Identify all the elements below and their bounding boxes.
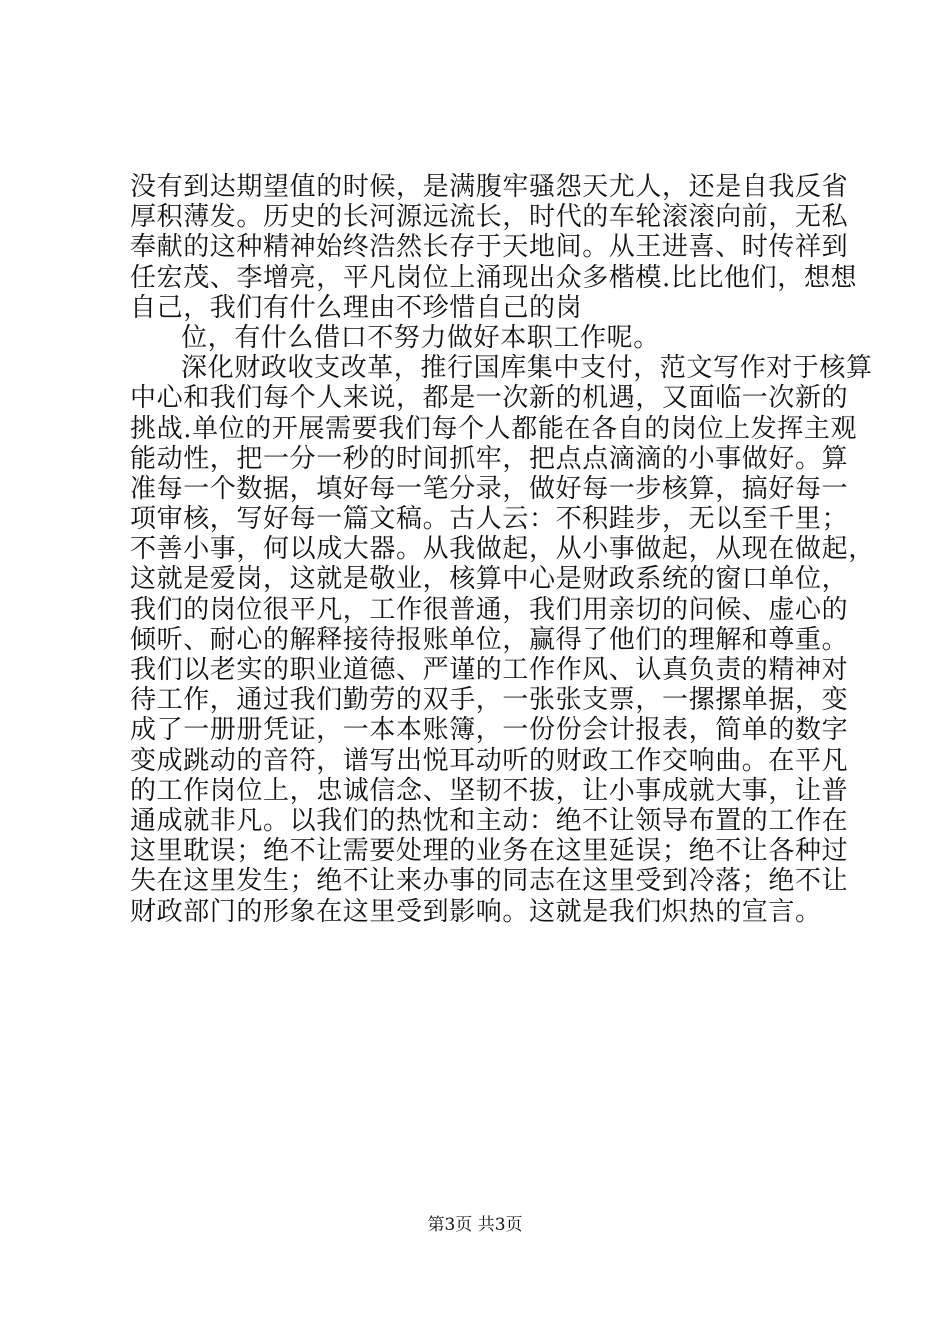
text-line: 待工作，通过我们勤劳的双手，一张张支票，一摞摞单据，变	[130, 685, 849, 716]
text-line: 我们的岗位很平凡，工作很普通，我们用亲切的问候、虚心的	[130, 594, 849, 625]
text-line: 挑战.单位的开展需要我们每个人都能在各自的岗位上发挥主观	[130, 413, 858, 444]
paragraph-start-line: 深化财政收支改革，推行国库集中支付，范文写作对于核算	[181, 353, 873, 384]
text-line: 失在这里发生；绝不让来办事的同志在这里受到冷落；绝不让	[130, 866, 849, 897]
text-line: 的工作岗位上，忠诚信念、坚韧不拔，让小事成就大事，让普	[130, 775, 849, 806]
text-line: 奉献的这种精神始终浩然长存于天地间。从王进喜、时传祥到	[130, 232, 849, 263]
text-line: 任宏茂、李增亮，平凡岗位上涌现出众多楷模.比比他们，想想	[130, 262, 858, 293]
text-line: 没有到达期望值的时候，是满腹牢骚怨天尤人，还是自我反省	[130, 172, 849, 202]
text-line: 这里耽误；绝不让需要处理的业务在这里延误；绝不让各种过	[130, 836, 849, 867]
text-line: 不善小事，何以成大器。从我做起，从小事做起，从现在做起，	[130, 534, 875, 565]
text-line: 自己，我们有什么理由不珍惜自己的岗	[130, 292, 583, 323]
text-line: 变成跳动的音符，谱写出悦耳动听的财政工作交响曲。在平凡	[130, 745, 849, 776]
text-line: 成了一册册凭证，一本本账簿，一份份会计报表，简单的数字	[130, 715, 849, 746]
text-line: 我们以老实的职业道德、严谨的工作作风、认真负责的精神对	[130, 655, 849, 685]
text-line: 能动性，把一分一秒的时间抓牢，把点点滴滴的小事做好。算	[130, 443, 849, 474]
text-line: 位，有什么借口不努力做好本职工作呢。	[181, 322, 660, 353]
text-line: 财政部门的形象在这里受到影响。这就是我们炽热的宣言。	[130, 896, 822, 927]
text-line: 这就是爱岗，这就是敬业，核算中心是财政系统的窗口单位，	[130, 564, 849, 595]
text-line: 厚积薄发。历史的长河源远流长，时代的车轮滚滚向前，无私	[130, 202, 849, 233]
text-line: 准每一个数据，填好每一笔分录，做好每一步核算，搞好每一	[130, 473, 849, 504]
text-line: 通成就非凡。以我们的热忱和主动：绝不让领导布置的工作在	[130, 805, 849, 836]
text-line: 中心和我们每个人来说，都是一次新的机遇，又面临一次新的	[130, 383, 849, 414]
text-line: 倾听、耐心的解释接待报账单位，赢得了他们的理解和尊重。	[130, 624, 849, 655]
text-line: 项审核，写好每一篇文稿。古人云：不积跬步，无以至千里；	[130, 504, 849, 535]
page-number-footer: 第3页 共3页	[427, 1215, 523, 1235]
body-text	[130, 172, 875, 927]
